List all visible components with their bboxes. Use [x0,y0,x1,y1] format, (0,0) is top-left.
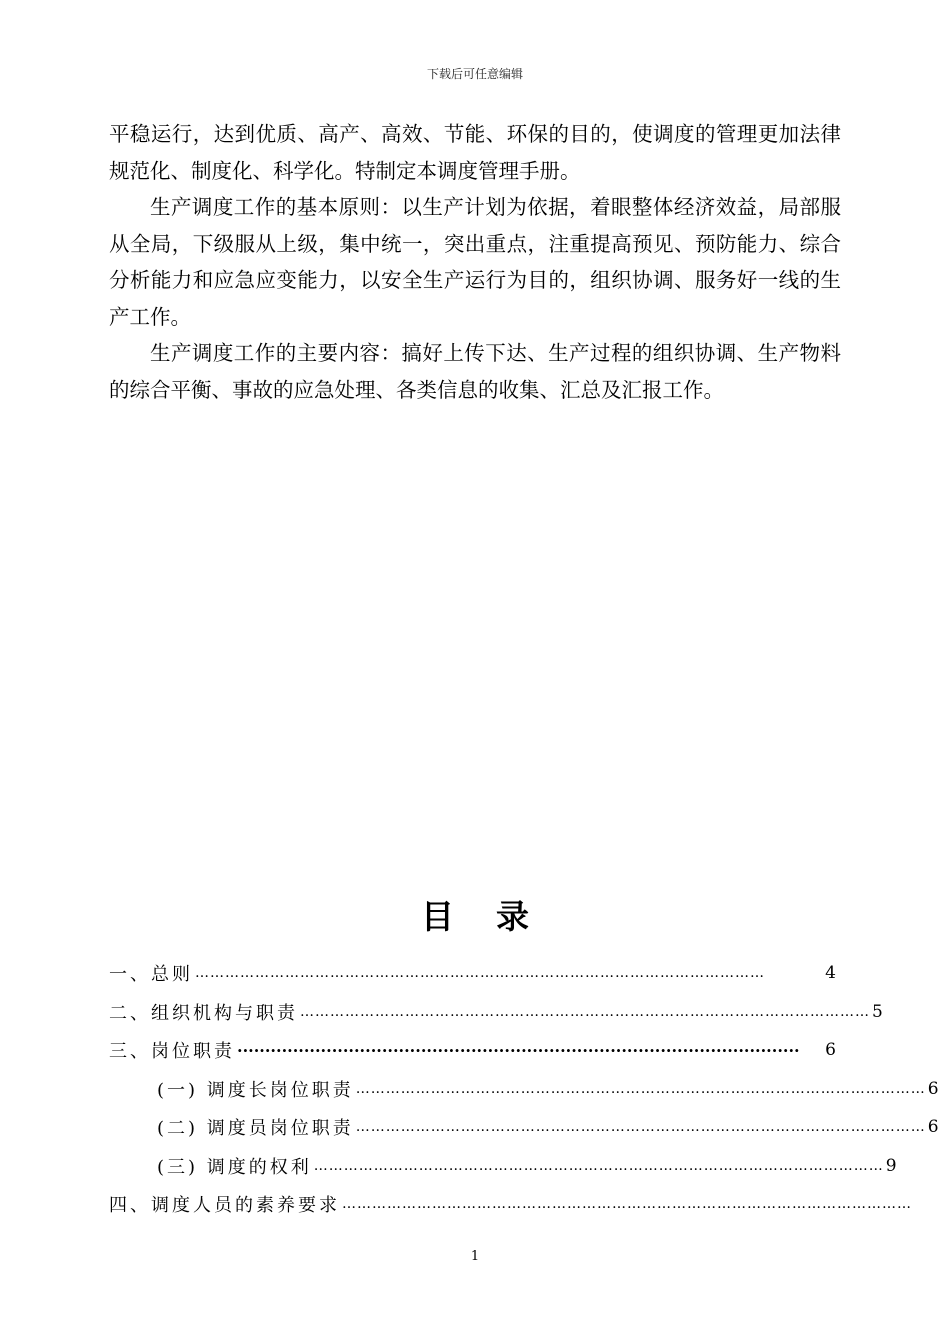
toc-entry-organization[interactable] [109,993,883,1032]
paragraph-main-content: 生产调度工作的主要内容：搞好上传下达、生产过程的组织协调、生产物料的综合平衡、事故的应急处理、各类信息的收集、汇总及汇报工作。 [109,341,841,402]
toc-entry-label: 二、组织机构与职责 [109,1002,298,1024]
toc-entry-page: 6 [927,1117,939,1138]
table-of-contents [109,954,939,1224]
toc-entry-label: 三、岗位职责 [109,1041,235,1063]
toc-leader: …………………………………………………………………………………………………… [355,1080,926,1097]
toc-entry-job-duties[interactable] [109,1031,836,1070]
toc-entry-dispatch-rights[interactable] [109,1147,897,1186]
toc-title-right: 录 [496,897,529,936]
toc-entry-page: 9 [885,1155,897,1176]
toc-entry-page: 5 [872,1001,883,1022]
toc-leader: …………………………………………………………………………………………………… [355,1119,926,1136]
toc-entry-staff-requirements[interactable] [109,1185,912,1224]
toc-leader: …………………………………………………………………………………………………… [195,965,765,982]
toc-entry-page: 6 [927,1078,939,1099]
page-header: 下载后可任意编辑 [426,67,523,81]
body-text [109,116,841,408]
page-number: 1 [470,1249,480,1264]
toc-entry-dispatch-chief[interactable] [109,1070,939,1109]
paragraph-continuation: 平稳运行，达到优质、高产、高效、节能、环保的目的，使调度的管理更加法律规范化、制度化、科学化。特制定本调度管理手册。 [109,122,841,183]
toc-title-left: 目 [421,897,454,936]
toc-leader: ····································································································· [237,1040,800,1060]
toc-entry-page: 6 [825,1040,836,1061]
toc-entry-dispatcher[interactable] [109,1108,939,1147]
toc-entry-page: 4 [825,963,836,984]
toc-entry-label: (二) 调度员岗位职责 [157,1118,354,1140]
toc-entry-label: 四、调度人员的素养要求 [109,1195,340,1217]
toc-leader: …………………………………………………………………………………………………… [313,1157,884,1174]
toc-leader: …………………………………………………………………………………………………… [300,1003,870,1020]
toc-entry-label: (三) 调度的权利 [157,1156,312,1178]
toc-entry-label: (一) 调度长岗位职责 [157,1079,354,1101]
toc-entry-label: 一、总则 [109,964,193,986]
paragraph-basic-principles: 生产调度工作的基本原则：以生产计划为依据，着眼整体经济效益，局部服从全局，下级服从上级，集中统一，突出重点，注重提高预见、预防能力、综合分析能力和应急应变能力，以安全生产运行为目的，组织协调、服务好一线的生产工作。 [109,195,841,329]
toc-title [0,895,950,939]
toc-leader: …………………………………………………………………………………………………… [342,1196,912,1213]
toc-entry-general[interactable] [109,954,836,993]
